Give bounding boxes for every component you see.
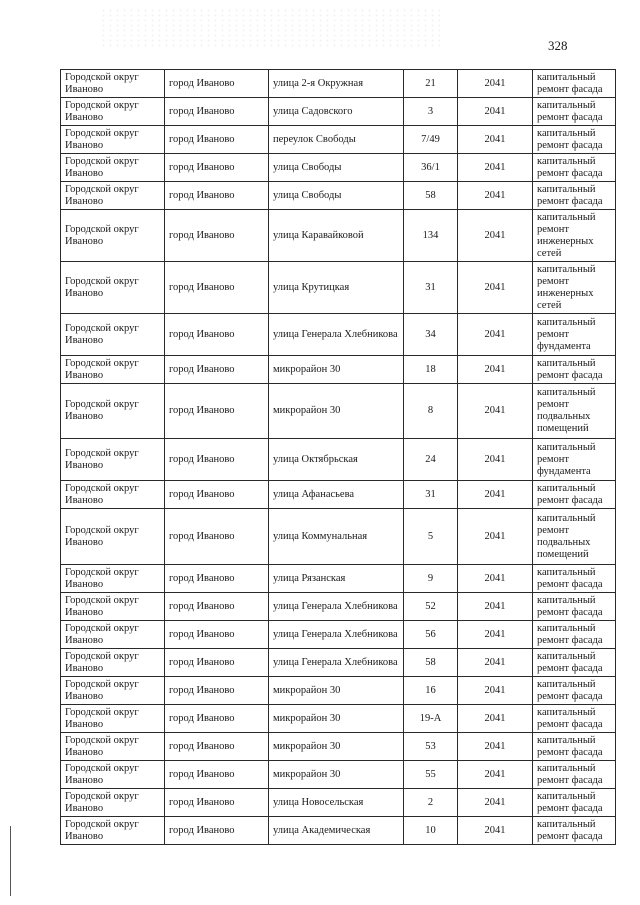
city-cell: город Иваново — [165, 210, 269, 262]
table-row — [61, 356, 616, 384]
street-cell: микрорайон 30 — [269, 384, 404, 439]
district-cell: Городской округ Иваново — [61, 509, 165, 565]
district-cell: Городской округ Иваново — [61, 649, 165, 677]
district-cell: Городской округ Иваново — [61, 384, 165, 439]
table-row — [61, 705, 616, 733]
house-number-cell: 31 — [404, 262, 458, 314]
street-cell: улица Афанасьева — [269, 481, 404, 509]
city-cell: город Иваново — [165, 481, 269, 509]
street-cell: улица Генерала Хлебникова — [269, 593, 404, 621]
city-cell: город Иваново — [165, 761, 269, 789]
district-cell: Городской округ Иваново — [61, 262, 165, 314]
table-row — [61, 677, 616, 705]
table-row — [61, 70, 616, 98]
district-cell: Городской округ Иваново — [61, 817, 165, 845]
house-number-cell: 5 — [404, 509, 458, 565]
city-cell: город Иваново — [165, 262, 269, 314]
street-cell: улица Генерала Хлебникова — [269, 314, 404, 356]
city-cell: город Иваново — [165, 705, 269, 733]
street-cell: микрорайон 30 — [269, 677, 404, 705]
work-type-cell: капитальный ремонт фасада — [533, 621, 616, 649]
year-cell: 2041 — [458, 677, 533, 705]
street-cell: улица Свободы — [269, 154, 404, 182]
scan-noise — [100, 8, 440, 48]
table-row — [61, 481, 616, 509]
year-cell: 2041 — [458, 789, 533, 817]
street-cell: микрорайон 30 — [269, 733, 404, 761]
house-number-cell: 9 — [404, 565, 458, 593]
street-cell: улица Каравайковой — [269, 210, 404, 262]
table-row — [61, 384, 616, 439]
house-number-cell: 58 — [404, 182, 458, 210]
street-cell: микрорайон 30 — [269, 705, 404, 733]
table-row — [61, 126, 616, 154]
year-cell: 2041 — [458, 621, 533, 649]
house-number-cell: 21 — [404, 70, 458, 98]
work-type-cell: капитальный ремонт фасада — [533, 98, 616, 126]
table-row — [61, 509, 616, 565]
city-cell: город Иваново — [165, 733, 269, 761]
year-cell: 2041 — [458, 210, 533, 262]
street-cell: микрорайон 30 — [269, 761, 404, 789]
district-cell: Городской округ Иваново — [61, 621, 165, 649]
work-type-cell: капитальный ремонт фасада — [533, 733, 616, 761]
year-cell: 2041 — [458, 182, 533, 210]
city-cell: город Иваново — [165, 182, 269, 210]
work-type-cell: капитальный ремонт фасада — [533, 481, 616, 509]
district-cell: Городской округ Иваново — [61, 70, 165, 98]
work-type-cell: капитальный ремонт фундамента — [533, 439, 616, 481]
table-row — [61, 649, 616, 677]
house-number-cell: 24 — [404, 439, 458, 481]
table-row — [61, 817, 616, 845]
district-cell: Городской округ Иваново — [61, 210, 165, 262]
table-row — [61, 439, 616, 481]
house-number-cell: 19-А — [404, 705, 458, 733]
table-row — [61, 98, 616, 126]
page-number: 328 — [548, 38, 568, 53]
year-cell: 2041 — [458, 733, 533, 761]
district-cell: Городской округ Иваново — [61, 356, 165, 384]
house-number-cell: 52 — [404, 593, 458, 621]
year-cell: 2041 — [458, 761, 533, 789]
table-row — [61, 262, 616, 314]
work-type-cell: капитальный ремонт подвальных помещений — [533, 509, 616, 565]
city-cell: город Иваново — [165, 565, 269, 593]
year-cell: 2041 — [458, 98, 533, 126]
street-cell: улица Садовского — [269, 98, 404, 126]
street-cell: улица Октябрьская — [269, 439, 404, 481]
year-cell: 2041 — [458, 356, 533, 384]
house-number-cell: 58 — [404, 649, 458, 677]
district-cell: Городской округ Иваново — [61, 98, 165, 126]
house-number-cell: 55 — [404, 761, 458, 789]
city-cell: город Иваново — [165, 509, 269, 565]
table-row — [61, 565, 616, 593]
work-type-cell: капитальный ремонт фасада — [533, 593, 616, 621]
street-cell: улица 2-я Окружная — [269, 70, 404, 98]
year-cell: 2041 — [458, 384, 533, 439]
work-type-cell: капитальный ремонт фасада — [533, 356, 616, 384]
city-cell: город Иваново — [165, 621, 269, 649]
scan-margin-line — [10, 826, 11, 896]
work-type-cell: капитальный ремонт подвальных помещений — [533, 384, 616, 439]
city-cell: город Иваново — [165, 817, 269, 845]
work-type-cell: капитальный ремонт фасада — [533, 677, 616, 705]
house-number-cell: 56 — [404, 621, 458, 649]
year-cell: 2041 — [458, 126, 533, 154]
year-cell: 2041 — [458, 314, 533, 356]
house-number-cell: 3 — [404, 98, 458, 126]
year-cell: 2041 — [458, 817, 533, 845]
work-type-cell: капитальный ремонт фасада — [533, 761, 616, 789]
repair-registry-table — [60, 69, 616, 845]
table-row — [61, 621, 616, 649]
city-cell: город Иваново — [165, 593, 269, 621]
work-type-cell: капитальный ремонт фасада — [533, 565, 616, 593]
table-row — [61, 789, 616, 817]
district-cell: Городской округ Иваново — [61, 314, 165, 356]
street-cell: улица Генерала Хлебникова — [269, 621, 404, 649]
year-cell: 2041 — [458, 593, 533, 621]
year-cell: 2041 — [458, 565, 533, 593]
street-cell: улица Крутицкая — [269, 262, 404, 314]
house-number-cell: 8 — [404, 384, 458, 439]
district-cell: Городской округ Иваново — [61, 154, 165, 182]
city-cell: город Иваново — [165, 314, 269, 356]
year-cell: 2041 — [458, 70, 533, 98]
year-cell: 2041 — [458, 509, 533, 565]
street-cell: улица Новосельская — [269, 789, 404, 817]
city-cell: город Иваново — [165, 384, 269, 439]
house-number-cell: 34 — [404, 314, 458, 356]
year-cell: 2041 — [458, 154, 533, 182]
house-number-cell: 2 — [404, 789, 458, 817]
table-row — [61, 182, 616, 210]
table-row — [61, 593, 616, 621]
district-cell: Городской округ Иваново — [61, 677, 165, 705]
street-cell: переулок Свободы — [269, 126, 404, 154]
table-row — [61, 733, 616, 761]
house-number-cell: 36/1 — [404, 154, 458, 182]
work-type-cell: капитальный ремонт фасада — [533, 70, 616, 98]
district-cell: Городской округ Иваново — [61, 761, 165, 789]
house-number-cell: 31 — [404, 481, 458, 509]
work-type-cell: капитальный ремонт фундамента — [533, 314, 616, 356]
city-cell: город Иваново — [165, 154, 269, 182]
work-type-cell: капитальный ремонт фасада — [533, 154, 616, 182]
work-type-cell: капитальный ремонт фасада — [533, 789, 616, 817]
city-cell: город Иваново — [165, 677, 269, 705]
district-cell: Городской округ Иваново — [61, 182, 165, 210]
house-number-cell: 53 — [404, 733, 458, 761]
street-cell: микрорайон 30 — [269, 356, 404, 384]
table-row — [61, 210, 616, 262]
street-cell: улица Рязанская — [269, 565, 404, 593]
city-cell: город Иваново — [165, 70, 269, 98]
house-number-cell: 10 — [404, 817, 458, 845]
city-cell: город Иваново — [165, 439, 269, 481]
district-cell: Городской округ Иваново — [61, 733, 165, 761]
city-cell: город Иваново — [165, 649, 269, 677]
work-type-cell: капитальный ремонт фасада — [533, 705, 616, 733]
house-number-cell: 134 — [404, 210, 458, 262]
work-type-cell: капитальный ремонт инженерных сетей — [533, 210, 616, 262]
table-row — [61, 154, 616, 182]
district-cell: Городской округ Иваново — [61, 705, 165, 733]
year-cell: 2041 — [458, 649, 533, 677]
street-cell: улица Академическая — [269, 817, 404, 845]
registry-body — [61, 70, 616, 845]
street-cell: улица Свободы — [269, 182, 404, 210]
house-number-cell: 16 — [404, 677, 458, 705]
district-cell: Городской округ Иваново — [61, 126, 165, 154]
year-cell: 2041 — [458, 705, 533, 733]
year-cell: 2041 — [458, 439, 533, 481]
table-row — [61, 761, 616, 789]
year-cell: 2041 — [458, 262, 533, 314]
district-cell: Городской округ Иваново — [61, 789, 165, 817]
district-cell: Городской округ Иваново — [61, 593, 165, 621]
work-type-cell: капитальный ремонт инженерных сетей — [533, 262, 616, 314]
city-cell: город Иваново — [165, 126, 269, 154]
district-cell: Городской округ Иваново — [61, 565, 165, 593]
work-type-cell: капитальный ремонт фасада — [533, 182, 616, 210]
table-row — [61, 314, 616, 356]
work-type-cell: капитальный ремонт фасада — [533, 649, 616, 677]
district-cell: Городской округ Иваново — [61, 439, 165, 481]
house-number-cell: 18 — [404, 356, 458, 384]
house-number-cell: 7/49 — [404, 126, 458, 154]
street-cell: улица Генерала Хлебникова — [269, 649, 404, 677]
work-type-cell: капитальный ремонт фасада — [533, 817, 616, 845]
city-cell: город Иваново — [165, 98, 269, 126]
work-type-cell: капитальный ремонт фасада — [533, 126, 616, 154]
street-cell: улица Коммунальная — [269, 509, 404, 565]
city-cell: город Иваново — [165, 789, 269, 817]
city-cell: город Иваново — [165, 356, 269, 384]
year-cell: 2041 — [458, 481, 533, 509]
district-cell: Городской округ Иваново — [61, 481, 165, 509]
